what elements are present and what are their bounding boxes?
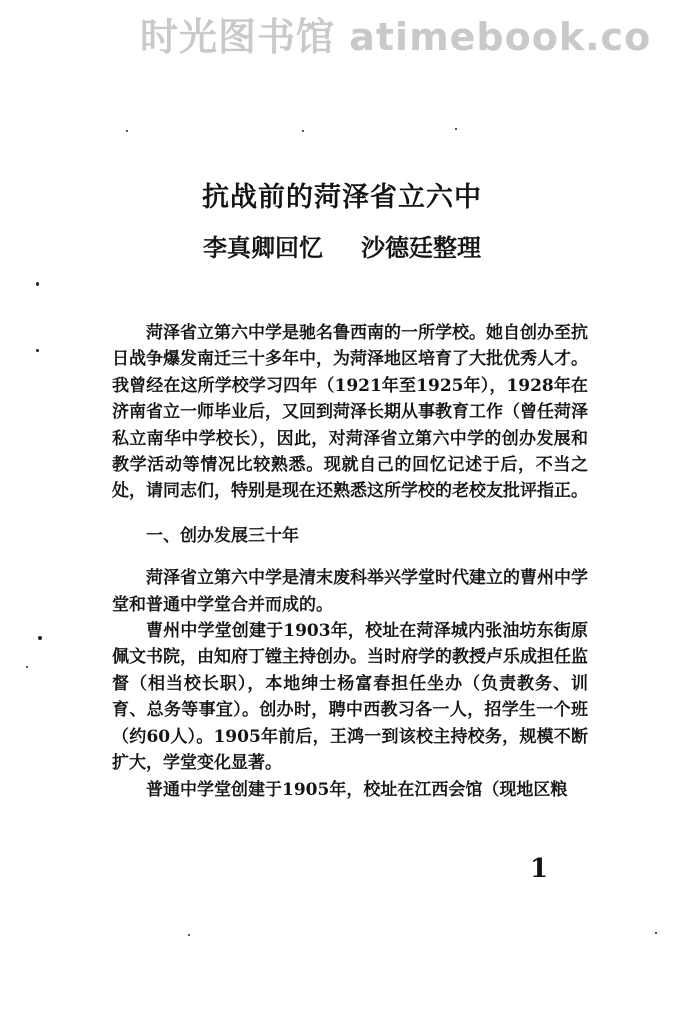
scan-speck [26, 666, 28, 668]
scan-speck [36, 282, 39, 286]
scan-speck [302, 130, 304, 132]
section-paragraph: 菏泽省立第六中学是清末废科举兴学堂时代建立的曹州中学堂和普通中学堂合并而成的。 [112, 568, 588, 615]
byline-author-editor: 沙德廷整理 [361, 233, 481, 262]
scan-speck [188, 934, 190, 936]
scan-speck [38, 636, 42, 640]
section-heading: 一、创办发展三十年 [146, 525, 299, 546]
watermark: 时光图书馆 atimebook.co [140, 15, 652, 59]
section-paragraph: 普通中学堂创建于1905年，校址在江西会馆（现地区粮 [146, 779, 568, 800]
byline [0, 230, 684, 266]
scan-speck [36, 349, 39, 352]
intro-paragraph: 菏泽省立第六中学是驰名鲁西南的一所学校。她自创办至抗日战争爆发南迁三十多年中，为菏泽地区培育了大批优秀人才。我曾经在这所学校学习四年（1921年至1925年），1928年在济南省立一师毕业后，又回到菏泽长期从事教育工作（曾任菏泽私立南华中学校长），因此，对菏泽省立第六中学的创办发展和教学活动等情况比较熟悉。现就自己的回忆记述于后，不当之处，请同志们，特别是现在还熟悉这所学校的老校友批评指正。 [112, 323, 588, 502]
article-body [112, 320, 588, 803]
scan-speck [655, 932, 657, 934]
byline-author-recollection: 李真卿回忆 [203, 233, 323, 262]
section-paragraph: 曹州中学堂创建于1903年，校址在菏泽城内张油坊东街原佩文书院，由知府丁镗主持创办。当时府学的教授卢乐成担任监督（相当校长职），本地绅士杨富春担任坐办（负责教务、训育、总务等事宜）。创办时，聘中西教习各一人，招学生一个班（约60人）。1905年前后，王鸿一到该校主持校务，规模不断扩大，学堂变化显著。 [112, 621, 588, 774]
page-number: 1 [530, 854, 549, 884]
scan-speck [455, 128, 457, 130]
scan-speck [126, 130, 128, 132]
article-title: 抗战前的菏泽省立六中 [202, 182, 482, 213]
